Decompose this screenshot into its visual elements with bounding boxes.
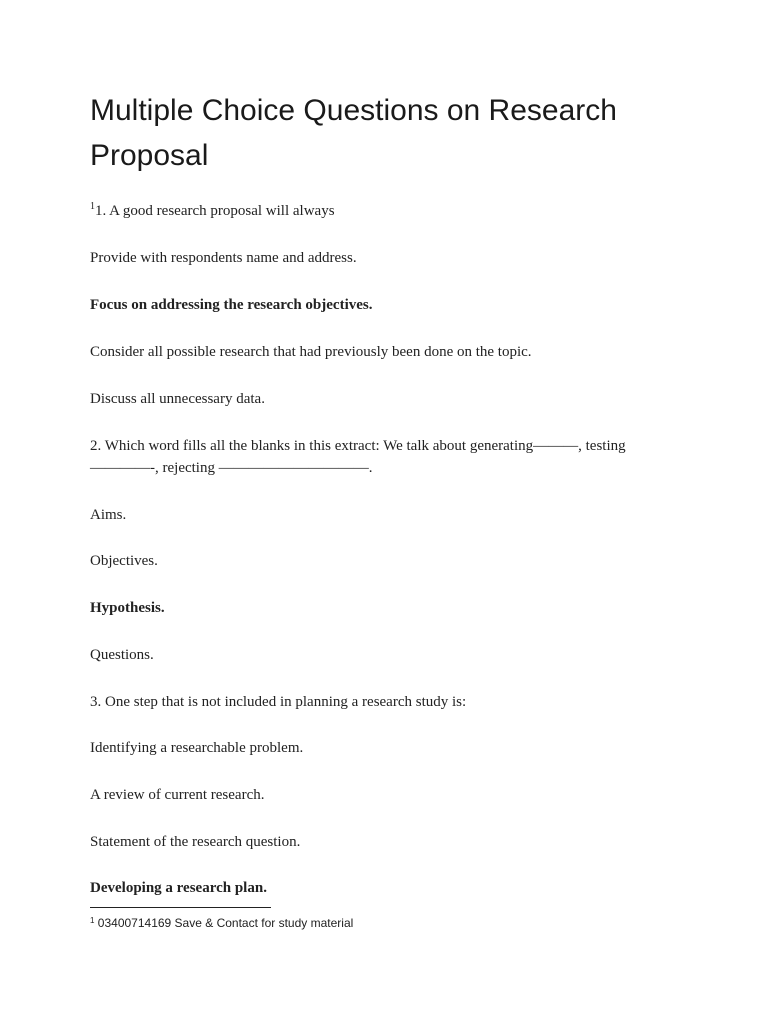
- footnote-reference[interactable]: 1: [90, 201, 95, 212]
- question-3-option-1: Identifying a researchable problem.: [90, 740, 304, 756]
- question-1: [90, 200, 335, 222]
- question-3: 3. One step that is not included in planning a research study is:: [90, 694, 467, 710]
- question-1-text: 1. A good research proposal will always: [95, 203, 335, 219]
- question-2: 2. Which word fills all the blanks in this extract: We talk about generating———, testing————-, rejecting ——————————.: [90, 438, 626, 476]
- question-3-option-4-correct: Developing a research plan.: [90, 880, 267, 896]
- question-2-option-1: Aims.: [90, 507, 127, 523]
- page-title: Multiple Choice Questions on Research Proposal: [90, 94, 617, 172]
- footnote-marker: 1: [90, 916, 95, 925]
- question-1-option-4: Discuss all unnecessary data.: [90, 391, 265, 407]
- question-2-option-3-correct: Hypothesis.: [90, 600, 165, 616]
- question-2-option-4: Questions.: [90, 647, 154, 663]
- question-3-option-2: A review of current research.: [90, 787, 265, 803]
- question-2-option-2: Objectives.: [90, 553, 158, 569]
- question-3-option-3: Statement of the research question.: [90, 834, 301, 850]
- footnote: [90, 914, 353, 932]
- question-1-option-2-correct: Focus on addressing the research objectives.: [90, 297, 373, 313]
- question-1-option-3: Consider all possible research that had previously been done on the topic.: [90, 344, 532, 360]
- question-1-option-1: Provide with respondents name and address.: [90, 250, 357, 266]
- footnote-divider: [90, 907, 271, 908]
- footnote-text: 03400714169 Save & Contact for study material: [97, 916, 354, 930]
